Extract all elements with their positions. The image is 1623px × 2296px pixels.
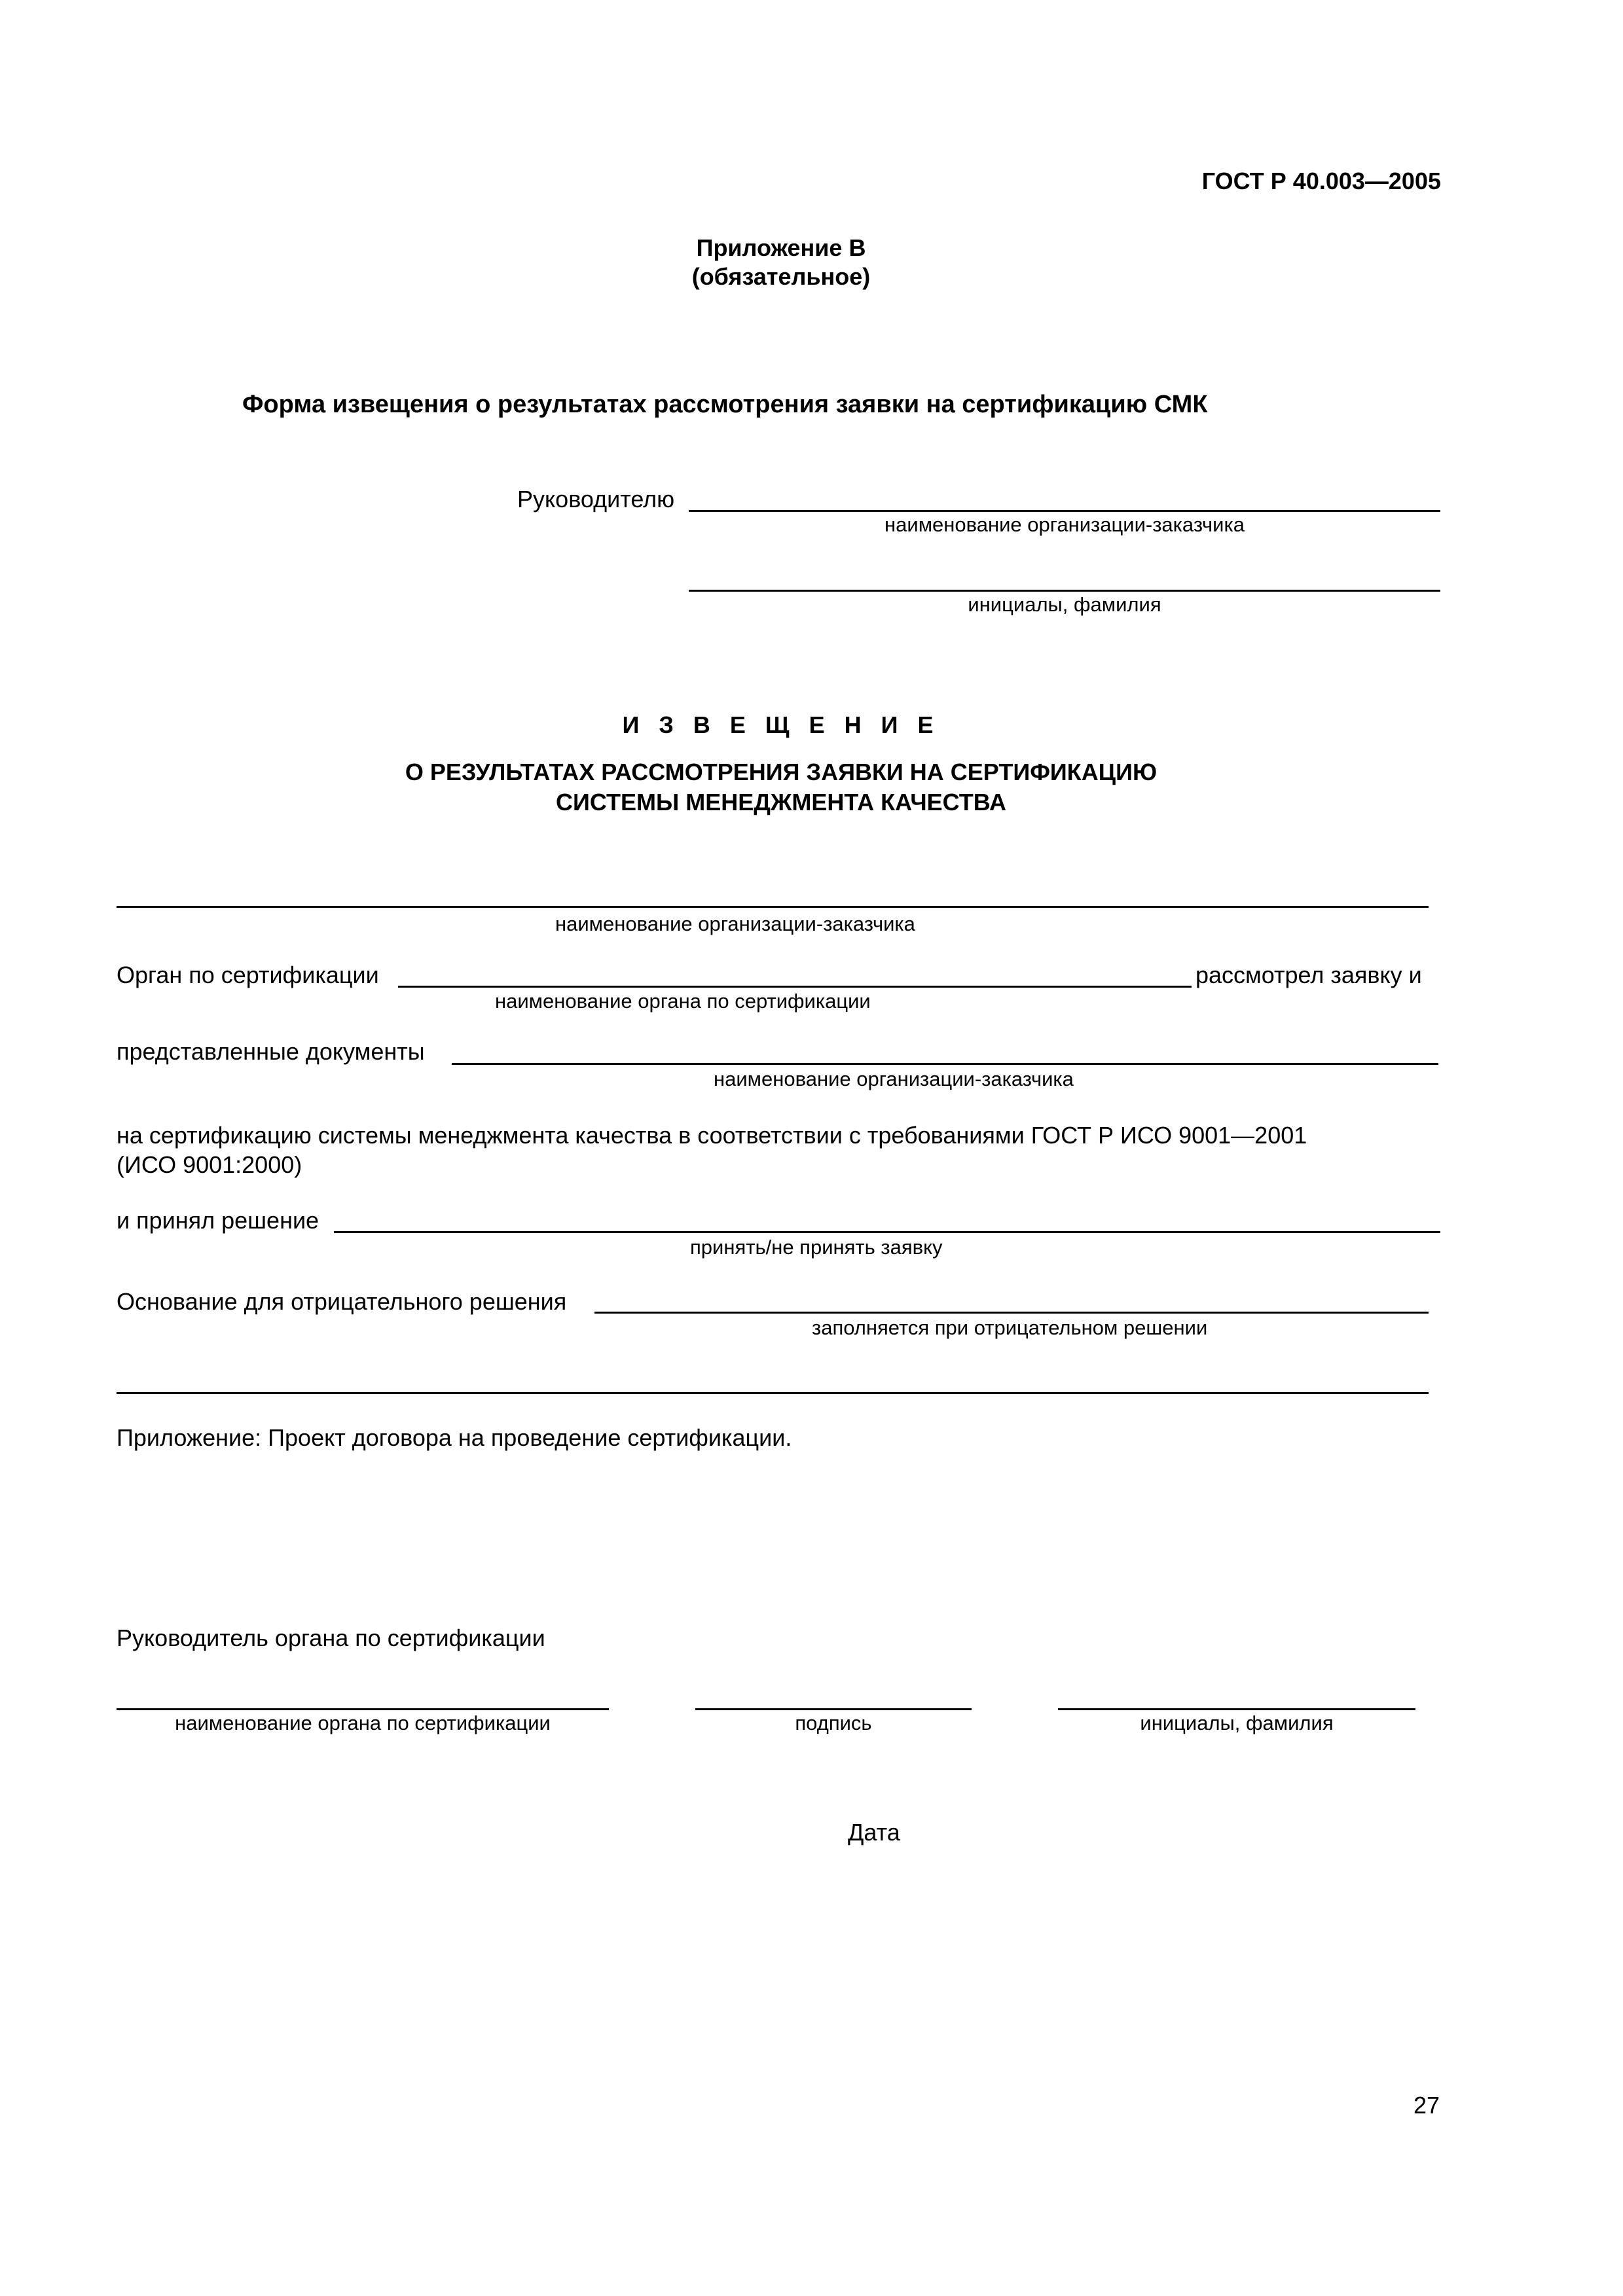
signature-name-line[interactable] bbox=[1058, 1708, 1415, 1710]
decision-hint: принять/не принять заявку bbox=[690, 1236, 943, 1259]
head-label: Руководитель органа по сертификации bbox=[117, 1624, 545, 1651]
docs-line[interactable] bbox=[452, 1063, 1438, 1065]
signature-name-hint: инициалы, фамилия bbox=[1140, 1712, 1334, 1734]
notice-heading: И З В Е Щ Е Н И Е bbox=[622, 711, 940, 738]
page-number: 27 bbox=[1413, 2092, 1440, 2119]
reason-label: Основание для отрицательного решения bbox=[117, 1288, 567, 1315]
addressee-name-line[interactable] bbox=[689, 590, 1440, 592]
signature-sign-hint: подпись bbox=[795, 1712, 872, 1734]
decision-label: и принял решение bbox=[117, 1207, 319, 1234]
reason-hint: заполняется при отрицательном решении bbox=[812, 1316, 1208, 1339]
cert-body-line[interactable] bbox=[398, 986, 1192, 988]
cert-body-suffix: рассмотрел заявку и bbox=[1195, 961, 1422, 988]
reason-line[interactable] bbox=[594, 1312, 1429, 1314]
standard-code: ГОСТ Р 40.003—2005 bbox=[1201, 168, 1441, 194]
addressee-name-hint: инициалы, фамилия bbox=[968, 593, 1161, 616]
decision-line[interactable] bbox=[334, 1231, 1440, 1233]
notice-subheading-1: О РЕЗУЛЬТАТАХ РАССМОТРЕНИЯ ЗАЯВКИ НА СЕРТИФИКАЦИЮ bbox=[405, 759, 1158, 785]
addressee-org-line[interactable] bbox=[689, 510, 1440, 512]
cert-body-label: Орган по сертификации bbox=[117, 961, 379, 988]
appendix-status: (обязательное) bbox=[691, 263, 871, 290]
requirements-line-2: (ИСО 9001:2000) bbox=[117, 1151, 302, 1178]
reason-continuation-line[interactable] bbox=[117, 1392, 1429, 1394]
customer-line[interactable] bbox=[117, 906, 1429, 908]
docs-label: представленные документы bbox=[117, 1038, 425, 1065]
addressee-org-hint: наименование организации-заказчика bbox=[884, 513, 1245, 536]
attachment-note: Приложение: Проект договора на проведение сертификации. bbox=[117, 1424, 792, 1451]
customer-hint: наименование организации-заказчика bbox=[555, 912, 915, 935]
notice-subheading-2: СИСТЕМЫ МЕНЕДЖМЕНТА КАЧЕСТВА bbox=[556, 789, 1006, 816]
appendix-title: Приложение В bbox=[696, 234, 866, 261]
cert-body-hint: наименование органа по сертификации bbox=[495, 990, 871, 1013]
signature-body-line[interactable] bbox=[117, 1708, 609, 1710]
form-title: Форма извещения о результатах рассмотрения заявки на сертификацию СМК bbox=[242, 391, 1208, 418]
date-label: Дата bbox=[848, 1819, 900, 1846]
docs-hint: наименование организации-заказчика bbox=[714, 1067, 1074, 1090]
signature-sign-line[interactable] bbox=[695, 1708, 972, 1710]
requirements-line-1: на сертификацию системы менеджмента качества в соответствии с требованиями ГОСТ Р ИСО 9001—2001 bbox=[117, 1122, 1307, 1149]
addressee-label: Руководителю bbox=[517, 486, 675, 512]
signature-body-hint: наименование органа по сертификации bbox=[175, 1712, 551, 1734]
